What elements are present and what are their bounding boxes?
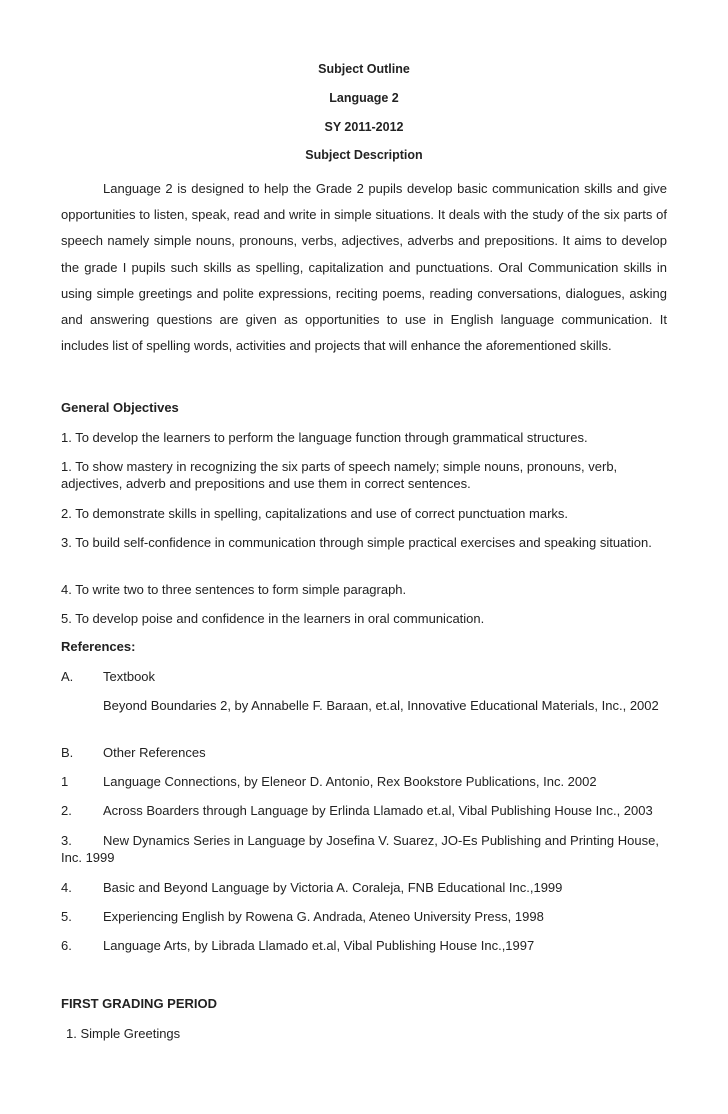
description-heading: Subject Description — [305, 148, 423, 162]
ref-number: 3. — [61, 833, 72, 848]
ref-title: Other References — [103, 745, 206, 760]
document-title: Subject Outline — [318, 62, 410, 76]
subject-name: Language 2 — [329, 91, 399, 105]
reference-item — [61, 802, 667, 819]
objectives-heading: General Objectives — [61, 400, 179, 415]
objective-item: 5. To develop poise and confidence in the learners in oral communication. — [61, 611, 485, 626]
ref-text: Language Connections, by Eleneor D. Antonio, Rex Bookstore Publications, Inc. 2002 — [103, 774, 597, 789]
ref-number: 6. — [61, 938, 72, 953]
reference-item — [61, 832, 667, 866]
textbook-entry — [61, 697, 667, 714]
ref-text: Experiencing English by Rowena G. Andrada, Ateneo University Press, 1998 — [103, 909, 544, 924]
ref-number: 5. — [61, 909, 72, 924]
ref-number: 2. — [61, 803, 72, 818]
objective-item: 1. To develop the learners to perform the language function through grammatical structures. — [61, 430, 588, 445]
ref-text: Basic and Beyond Language by Victoria A. Coraleja, FNB Educational Inc.,1999 — [103, 880, 563, 895]
ref-label: B. — [61, 745, 74, 760]
ref-number: 1 — [61, 774, 69, 789]
ref-number: 4. — [61, 880, 72, 895]
grading-list-item: 1. Simple Greetings — [66, 1026, 181, 1041]
description-text: Language 2 is designed to help the Grade 2 pupils develop basic communication skills and give opportunities to listen, speak, read and write in simple situations. It deals with the study of the six parts of speech namely simple nouns, pronouns, verbs, adjectives, adverbs and prepositions. It aims to develop the grade I pupils such skills as spelling, capitalization and punctuations. Oral Communication skills in using simple greetings and polite expressions, reciting poems, reading conversations, dialogues, asking and answering questions are given as opportunities to use in English language communication. It includes list of spelling words, activities and projects that will enhance the aforementioned skills. — [61, 181, 667, 354]
grading-period-heading: FIRST GRADING PERIOD — [61, 996, 218, 1011]
ref-text: Across Boarders through Language by Erlinda Llamado et.al, Vibal Publishing House Inc., 2003 — [103, 803, 653, 818]
textbook-entry-text: Beyond Boundaries 2, by Annabelle F. Baraan, et.al, Innovative Educational Materials, Inc., 2002 — [103, 698, 659, 713]
school-year: SY 2011-2012 — [324, 120, 404, 134]
reference-item — [61, 908, 667, 925]
ref-title: Textbook — [103, 669, 156, 684]
objective-item: 4. To write two to three sentences to form simple paragraph. — [61, 582, 407, 597]
objective-item: 3. To build self-confidence in communication through simple practical exercises and speaking situation. — [61, 535, 652, 550]
objective-item: 2. To demonstrate skills in spelling, capitalizations and use of correct punctuation marks. — [61, 506, 569, 521]
reference-item — [61, 773, 667, 790]
ref-label: A. — [61, 669, 74, 684]
references-heading: References: — [61, 639, 136, 654]
objective-item: 1. To show mastery in recognizing the six parts of speech namely; simple nouns, pronouns, verb, adjectives, adverb and prepositions and use them in correct sentences. — [61, 459, 618, 491]
ref-text: New Dynamics Series in Language by Josefina V. Suarez, JO-Es Publishing and Printing House, Inc. 1999 — [61, 833, 659, 865]
subject-description — [61, 176, 667, 359]
other-references-heading — [61, 744, 667, 761]
textbook-heading — [61, 668, 667, 685]
ref-text: Language Arts, by Librada Llamado et.al, Vibal Publishing House Inc.,1997 — [103, 938, 535, 953]
reference-item — [61, 937, 667, 954]
reference-item — [61, 879, 667, 896]
